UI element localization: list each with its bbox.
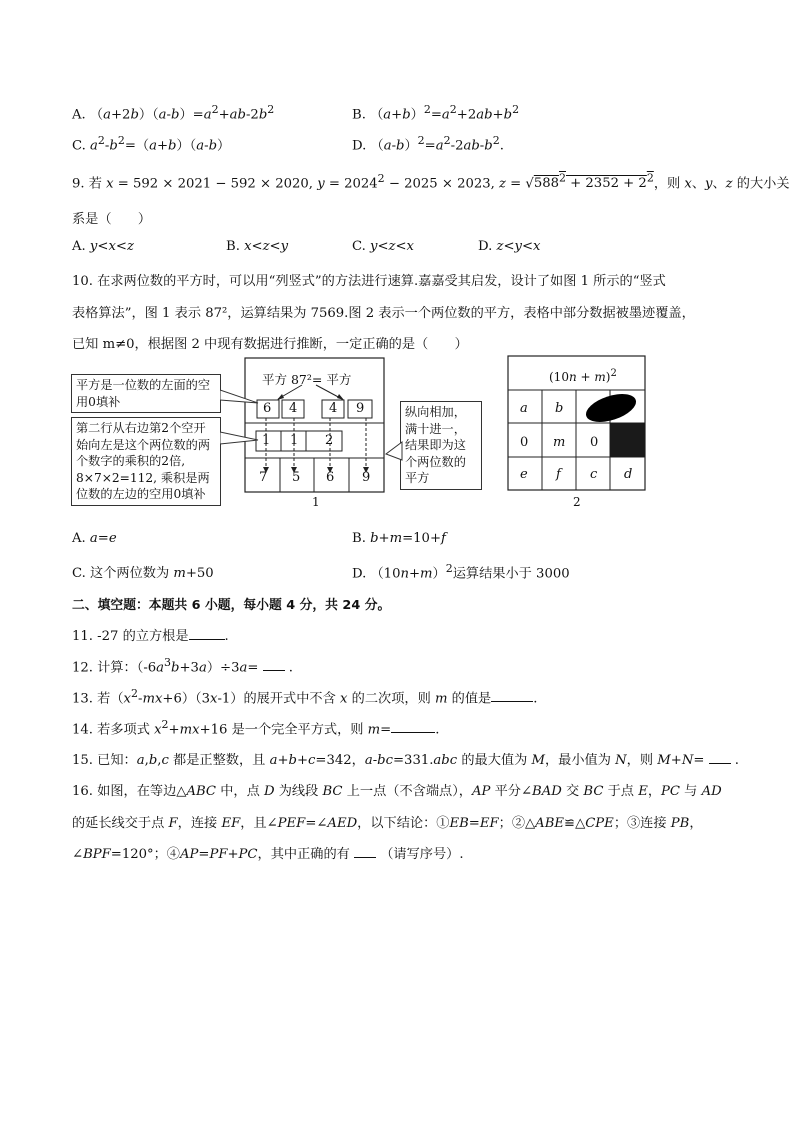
- answer-blank[interactable]: [263, 660, 285, 671]
- q8-option-a: A. $(a+2b)(a-b)=a^2+ab-2b^2$: [72, 103, 275, 123]
- fig1-row2-cell: 1: [290, 433, 299, 448]
- fig1-row3-cell: 5: [292, 470, 301, 485]
- fig2-row2-cell: m: [553, 435, 566, 450]
- q9-option-c: C. y<z<x: [352, 239, 414, 254]
- fig1-row3-cell: 9: [362, 470, 371, 485]
- answer-blank[interactable]: [391, 722, 435, 733]
- callout-right: 纵向相加，满十进一，结果即为这个两位数的平方: [400, 401, 482, 490]
- fig2-row3-cell: c: [590, 467, 598, 482]
- q16-line2: 的延长线交于点 F，连接 EF，且∠PEF=∠AED，以下结论：①EB=EF；②△ABE≌△CPE；③连接 PB，: [72, 816, 703, 831]
- q10-option-c: C. 这个两位数为 m+50: [72, 566, 214, 581]
- fig2-row3-cell: d: [624, 467, 633, 482]
- ink-block: [610, 423, 645, 457]
- q15: 15. 已知：a,b,c 都是正整数，且 a+b+c=342，a-bc=331.abc 的最大值为 M，最小值为 N，则 M+N= .: [72, 753, 739, 768]
- fig1-row1-cell: 4: [329, 401, 338, 416]
- figure-2-header: $(10n + m)^2$: [549, 368, 617, 384]
- fig2-row1-cell: b: [555, 401, 564, 416]
- q8-option-c: C. $a^2-b^2=(a+b)(a-b)$: [72, 134, 231, 154]
- callout-left: 第二行从右边第2个空开始向左是这个两位数的两个数字的乘积的2倍, 8×7×2=112, 乘积是两位数的左边的空用0填补: [71, 417, 221, 506]
- fig1-row1-cell: 6: [263, 401, 272, 416]
- fig2-row1-cell: a: [520, 401, 528, 416]
- q10-line1: 10. 在求两位数的平方时，可以用“列竖式”的方法进行速算.嘉嘉受其启发，设计了如图 1 所示的“竖式: [72, 274, 666, 289]
- figure-2-label: 2: [573, 495, 581, 509]
- fig1-row3-cell: 7: [259, 470, 268, 485]
- callout-left-pointer: [220, 430, 260, 450]
- fig2-row3-cell: f: [556, 467, 561, 482]
- fig1-row1-cell: 4: [289, 401, 298, 416]
- q9-option-a: A. y<x<z: [72, 239, 134, 254]
- answer-blank[interactable]: [354, 847, 376, 858]
- fig2-row2-cell: 0: [520, 435, 529, 450]
- callout-right-pointer: [384, 440, 404, 464]
- q11: 11. -27 的立方根是 .: [72, 629, 229, 644]
- answer-blank[interactable]: [491, 691, 533, 702]
- q13: 13. 若$(x^2-mx+6)(3x-1)$的展开式中不含 x 的二次项，则 m 的值是 .: [72, 687, 538, 707]
- fig1-row2-cell: 2: [325, 433, 334, 448]
- answer-blank[interactable]: [709, 753, 731, 764]
- fig1-row1-cell: 9: [356, 401, 365, 416]
- q9-stem-cont: 系是（ ）: [72, 212, 152, 227]
- section-2-heading: 二、填空题：本题共 6 小题，每小题 4 分，共 24 分。: [72, 598, 391, 613]
- fig1-row2-cell: 1: [262, 433, 271, 448]
- q14: 14. 若多项式 $x^2+mx+16$ 是一个完全平方式，则 m= .: [72, 718, 440, 738]
- q16-line3: ∠BPF=120°；④AP=PF+PC，其中正确的有 （请写序号）.: [72, 847, 464, 862]
- q9-stem: 9. 若 x = 592 × 2021 − 592 × 2020, $y = 2024^2 - 2025 \times 2023$, $z = √588^2 + 2352 + 2^2$，则 x、y、z 的大小关: [72, 172, 790, 192]
- ink-blot: [583, 389, 640, 428]
- q10-option-d: D. $(10n+m)^2$运算结果小于 3000: [352, 562, 570, 582]
- q10-line2: 表格算法”，图 1 表示 87²，运算结果为 7569.图 2 表示一个两位数的平方，表格中部分数据被墨迹覆盖，: [72, 306, 695, 321]
- q16-line1: 16. 如图，在等边△ABC 中，点 D 为线段 BC 上一点（不含端点），AP 平分∠BAD 交 BC 于点 E，PC 与 AD: [72, 784, 722, 799]
- fig2-row3-cell: e: [520, 467, 528, 482]
- q10-line3: 已知 m≠0，根据图 2 中现有数据进行推断，一定正确的是（ ）: [72, 337, 468, 352]
- callout-top: 平方是一位数的左面的空用0填补: [71, 374, 221, 413]
- q9-option-d: D. z<y<x: [478, 239, 541, 254]
- q10-option-a: A. a=e: [72, 531, 117, 546]
- q8-option-d: D. $(a-b)^2=a^2-2ab-b^2$.: [352, 134, 504, 154]
- fig2-row2-cell: 0: [590, 435, 599, 450]
- figure-1-header: 平方 87²= 平方: [262, 372, 352, 387]
- q9-option-b: B. x<z<y: [226, 239, 289, 254]
- callout-top-pointer: [220, 388, 260, 408]
- figure-1-label: 1: [312, 495, 320, 509]
- q8-option-b: B. $(a+b)^2=a^2+2ab+b^2$: [352, 103, 520, 123]
- fig1-row3-cell: 6: [326, 470, 335, 485]
- q12: 12. 计算：$(-6a^3b+3a)\div 3a=$ .: [72, 656, 293, 676]
- answer-blank[interactable]: [189, 629, 225, 640]
- q10-option-b: B. b+m=10+f: [352, 531, 446, 546]
